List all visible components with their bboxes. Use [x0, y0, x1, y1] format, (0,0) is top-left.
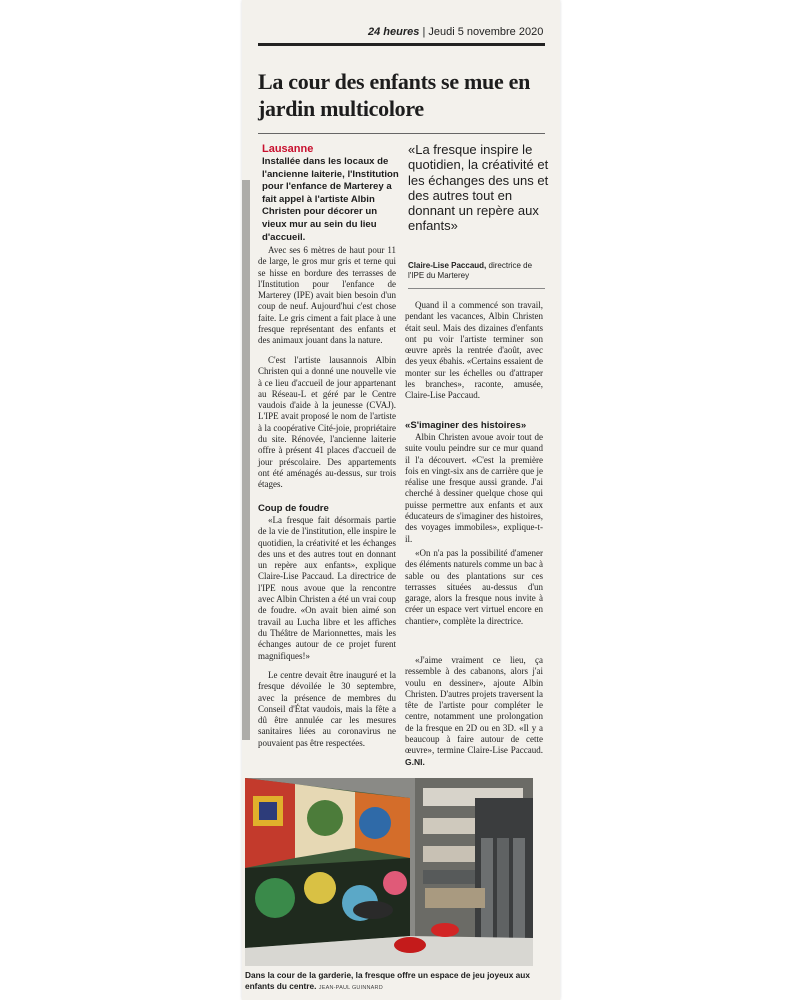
photo-credit: JEAN-PAUL GUINNARD — [318, 984, 383, 991]
pull-quote-role: directrice de l'IPE du Marterey — [408, 261, 533, 280]
photo-caption — [245, 970, 545, 993]
column-a-paragraph-2: C'est l'artiste lausannois Albin Christen qui a donné une nouvelle vie à ce lieu d'accueil de jour appartenant au Réseau-L et géré par le Centre vaudois d'aide à la jeunesse (CVAJ). L'IPE avait proposé le nom de l'artiste à la coopérative Cité-joie, propriétaire du site. Rénovée, l'ancienne laiterie offre à présent 41 places d'accueil de jour préscolaire. Des appartements ont été aménagés au-dessus, sur trois étages. — [258, 355, 396, 490]
column-a-paragraph-3: «La fresque fait désormais partie de la vie de l'institution, elle inspire le quotidien, la créativité et les échanges des uns et des autres tout en donnant un repère aux enfants», explique Claire-Lise Paccaud. La directrice de l'IPE nous avoue que la rencontre avec Albin Christen a été un vrai coup de foudre. «On avait bien aimé son travail au Lucha libre et les affiches du Théâtre de Marionnettes, mais les échanges autour de ce projet furent magnifiques!» — [258, 515, 396, 661]
masthead-brand: 24 heures — [368, 26, 420, 38]
article-lede: Installée dans les locaux de l'ancienne laiterie, l'Institution pour l'enfance de Marterey a fait appel à l'artiste Albin Christen pour décorer un vieux mur au sein du lieu d'accueil. — [262, 156, 399, 243]
headline-rule — [258, 133, 545, 134]
top-rule — [258, 43, 545, 46]
masthead-date: Jeudi 5 novembre 2020 — [428, 26, 544, 38]
article-photo — [245, 778, 533, 966]
mural-courtyard-image — [245, 778, 533, 966]
photo-caption-text: Dans la cour de la garderie, la fresque offre un espace de jeu joyeux aux enfants du centre. — [245, 970, 530, 991]
article-title: La cour des enfants se mue en jardin multicolore — [258, 69, 531, 121]
pull-quote-attribution — [408, 261, 550, 281]
quote-rule — [408, 288, 545, 289]
page-edge-shadow — [242, 180, 250, 740]
column-b-paragraph-1: Quand il a commencé son travail, pendant les vacances, Albin Christen était seul. Mais des dizaines d'enfants ont pu voir l'artiste terminer son œuvre après la rentrée d'août, avec des yeux ébahis. «Certains essaient de monter sur les échelles ou d'attraper les branches», raconte, amusée, Claire-Lise Paccaud. — [405, 300, 543, 401]
column-b-paragraph-2: Albin Christen avoue avoir tout de suite voulu peindre sur ce mur quand il l'a découvert. «C'est la première fois en vingt-six ans de carrière que je réalise une fresque aussi grande. J'ai cherché à dessiner quelque chose qui puisse permettre aux enfants et aux éducateurs de s'imaginer des histoires, des voyages immobiles», explique-t-il. — [405, 432, 543, 544]
masthead — [368, 26, 543, 38]
subhead-coup-de-foudre: Coup de foudre — [258, 503, 329, 514]
article-kicker: Lausanne — [262, 143, 314, 155]
column-a-paragraph-4: Le centre devait être inauguré et la fresque dévoilée le 30 septembre, avec la présence de membres du Conseil d'État vaudois, mais la fête a dû être annulée car les mesures sanitaires liées au coronavirus ne pouvaient pas être respectées. — [258, 670, 396, 748]
subhead-imaginer: «S'imaginer des histoires» — [405, 420, 527, 431]
column-b-paragraph-3: «On n'a pas la possibilité d'amener des éléments naturels comme un bac à sable ou des plantations sur ces terrasses situées au-dessus d'un garage, alors la fresque nous invite à créer un espace vert virtuel encore en chantier», complète la directrice. — [405, 548, 543, 626]
author-signature: G.NI. — [405, 756, 425, 767]
pull-quote: «La fresque inspire le quotidien, la créativité et les échanges des uns et des autres tout en donnant un repère aux enfants» — [408, 142, 549, 234]
column-a-paragraph-1: Avec ses 6 mètres de haut pour 11 de large, le gros mur gris et terne qui se hisse en bordure des terrasses de l'Institution pour l'enfance de Marterey (IPE) avait bien besoin d'un coup de neuf. Aujourd'hui c'est chose faite. Le gris ciment a fait place à une fresque représentant des enfants et des animaux jouant dans la nature. — [258, 245, 396, 346]
pull-quote-author: Claire-Lise Paccaud, — [408, 261, 487, 270]
masthead-separator: | — [422, 26, 426, 38]
column-b-paragraph-4: «J'aime vraiment ce lieu, ça ressemble à des cabanons, alors j'ai voulu en dessiner», ajoute Albin Christen. D'autres projets traversent la tête de l'artiste pour compléter le centre, notamment une prolongation de la fresque en 2D ou en 3D. «Il y a beaucoup à faire autour de cette œuvre», termine Claire-Lise Paccaud. G.NI. — [405, 655, 543, 767]
